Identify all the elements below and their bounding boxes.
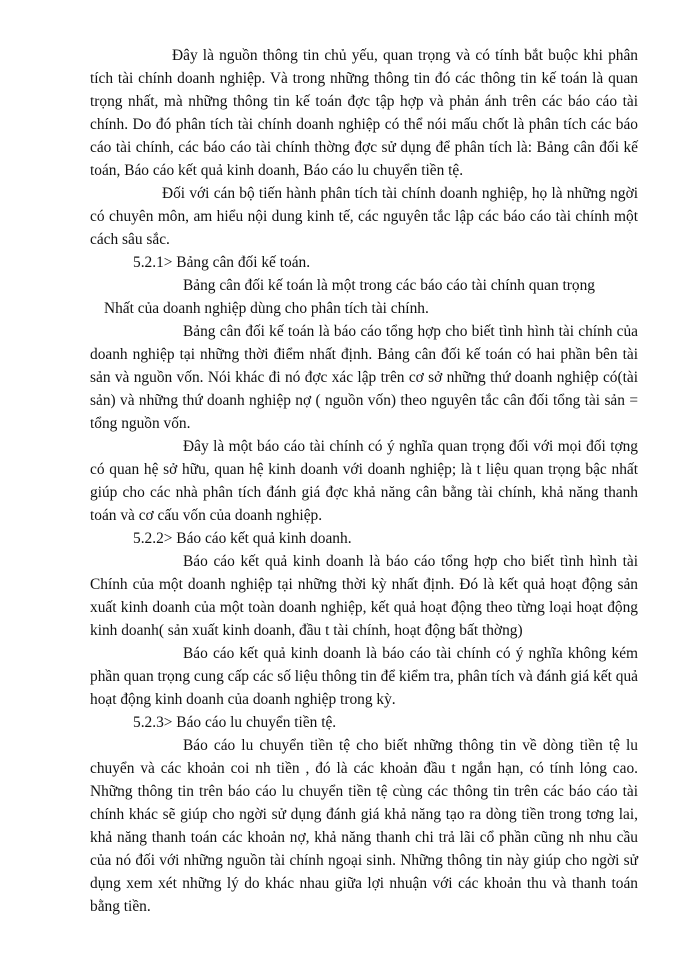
section-heading-balance-sheet: 5.2.1> Bảng cân đối kế toán.: [133, 254, 311, 271]
income-statement-importance: Báo cáo kết quả kinh doanh là báo cáo tài chính có ý nghĩa không kém phần quan trọng cung cấp các số liệu thông tin để kiểm tra, phân tích và đánh giá kết quả hoạt động kinh doanh của doanh nghiệp trong kỳ.: [90, 645, 638, 708]
balance-sheet-definition: Bảng cân đối kế toán là báo cáo tổng hợp cho biết tình hình tài chính của doanh nghiệp tại những thời điểm nhất định. Bảng cân đối kế toán có hai phần bên tài sản và nguồn vốn. Nói khác đi nó đợc xác lập trên cơ sở những thứ doanh nghiệp có(tài sản) và những thứ doanh nghiệp nợ ( nguồn vốn) theo nguyên tắc cân đối tổng tài sản = tổng nguồn vốn.: [90, 323, 638, 432]
balance-sheet-intro-line: Bảng cân đối kế toán là một trong các báo cáo tài chính quan trọng: [183, 277, 595, 294]
section-heading-cash-flow: 5.2.3> Báo cáo lu chuyển tiền tệ.: [133, 714, 337, 731]
section-heading-income-statement: 5.2.2> Báo cáo kết quả kinh doanh.: [133, 530, 352, 547]
analyst-paragraph: Đối với cán bộ tiến hành phân tích tài chính doanh nghiệp, họ là những ngời có chuyên môn, am hiểu nội dung kinh tế, các nguyên tắc lập các báo cáo tài chính một cách sâu sắc.: [90, 185, 638, 248]
income-statement-definition: Báo cáo kết quả kinh doanh là báo cáo tổng hợp cho biết tình hình tài Chính của một doanh nghiệp tại những thời kỳ nhất định. Đó là kết quả hoạt động sản xuất kinh doanh của một toàn doanh nghiệp, kết quả hoạt động theo từng loại hoạt động kinh doanh( sản xuất kinh doanh, đầu t tài chính, hoạt động bất thờng): [90, 553, 638, 639]
balance-sheet-importance: Đây là một báo cáo tài chính có ý nghĩa quan trọng đối với mọi đối tợng có quan hệ sở hữu, quan hệ kinh doanh với doanh nghiệp; là t liệu quan trọng bậc nhất giúp cho các nhà phân tích đánh giá đợc khả năng cân bằng tài chính, khả năng thanh toán và cơ cấu vốn của doanh nghiệp.: [90, 438, 638, 524]
balance-sheet-intro-line-2: Nhất của doanh nghiệp dùng cho phân tích tài chính.: [104, 300, 429, 317]
intro-paragraph: Đây là nguồn thông tin chủ yếu, quan trọng và có tính bắt buộc khi phân tích tài chính doanh nghiệp. Và trong những thông tin đó các thông tin kế toán là quan trọng nhất, mà những thông tin kế toán đợc tập hợp và phản ánh trên các báo cáo tài chính. Do đó phân tích tài chính doanh nghiệp có thể nói mấu chốt là phân tích các báo cáo tài chính, các báo cáo tài chính thờng đợc sử dụng để phân tích là: Bảng cân đối kế toán, Báo cáo kết quả kinh doanh, Báo cáo lu chuyển tiền tệ.: [90, 47, 638, 179]
cash-flow-definition: Báo cáo lu chuyển tiền tệ cho biết những thông tin về dòng tiền tệ lu chuyển và các khoản coi nh tiền , đó là các khoản đầu t ngắn hạn, có tính lỏng cao. Những thông tin trên báo cáo lu chuyển tiền tệ cùng các thông tin trên các báo cáo tài chính khác sẽ giúp cho ngời sử dụng đánh giá khả năng tạo ra dòng tiền trong tơng lai, khả năng thanh toán các khoản nợ, khả năng thanh chi trả lãi cổ phần cũng nh nhu cầu của nó đối với những nguồn tài chính ngoại sinh. Những thông tin này giúp cho ngời sử dụng xem xét những lý do khác nhau giữa lợi nhuận với các khoản thu và thanh toán bằng tiền.: [90, 737, 638, 915]
document-body: [90, 44, 638, 918]
